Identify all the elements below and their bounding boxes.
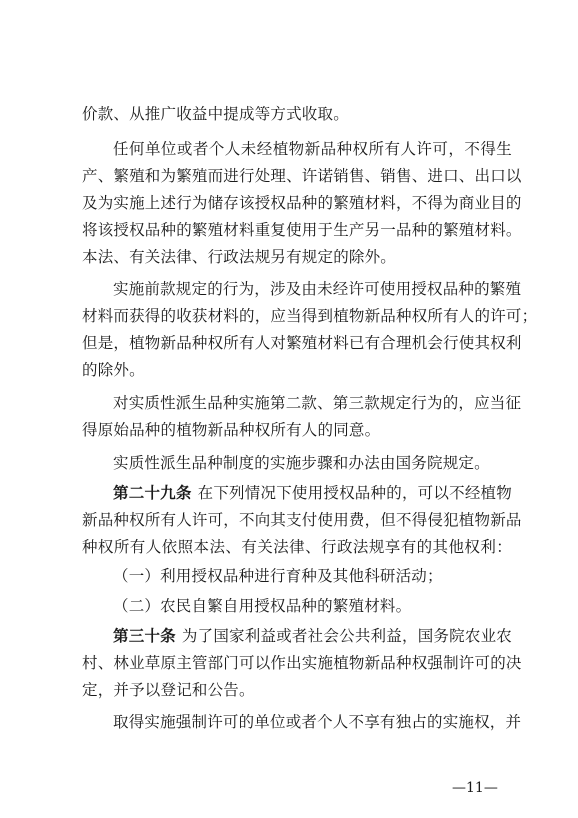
text-line: 新品种权所有人许可，不向其支付使用费，但不得侵犯植物新品: [82, 511, 522, 529]
text-line: 任何单位或者个人未经植物新品种权所有人许可，不得生: [113, 140, 512, 158]
article-label: 第二十九条: [113, 484, 192, 502]
text-line: 取得实施强制许可的单位或者个人不享有独占的实施权，并: [113, 713, 522, 731]
text-line: 将该授权品种的繁殖材料重复使用于生产另一品种的繁殖材料。: [82, 221, 522, 239]
text-line: 的除外。: [82, 361, 145, 379]
text-line: 村、林业草原主管部门可以作出实施植物新品种权强制许可的决: [82, 654, 522, 672]
text-line: 对实质性派生品种实施第二款、第三款规定行为的，应当征: [113, 394, 522, 412]
text-line: 本法、有关法律、行政法规另有规定的除外。: [82, 248, 397, 266]
page-number: —11—: [452, 780, 498, 796]
text-line: 定，并予以登记和公告。: [82, 681, 255, 699]
article-30-heading: 第三十条 为了国家利益或者社会公共利益，国务院农业农: [113, 627, 512, 645]
text-line: 但是，植物新品种权所有人对繁殖材料已有合理机会行使其权利: [82, 334, 522, 352]
text-line: 材料而获得的收获材料的，应当得到植物新品种权所有人的许可；: [82, 307, 538, 325]
list-item: （二）农民自繁自用授权品种的繁殖材料。: [113, 597, 412, 615]
text-line: 实施前款规定的行为，涉及由未经许可使用授权品种的繁殖: [113, 280, 522, 298]
article-29-heading: 第二十九条 在下列情况下使用授权品种的，可以不经植物: [113, 484, 512, 502]
text-line: 得原始品种的植物新品种权所有人的同意。: [82, 421, 381, 439]
list-item: （一）利用授权品种进行育种及其他科研活动；: [113, 567, 443, 585]
text-line: 产、繁殖和为繁殖而进行处理、许诺销售、销售、进口、出口以: [82, 167, 522, 185]
text-line: 及为实施上述行为储存该授权品种的繁殖材料，不得为商业目的: [82, 194, 522, 212]
article-label: 第三十条: [113, 627, 176, 645]
text-line: 实质性派生品种制度的实施步骤和办法由国务院规定。: [113, 454, 490, 472]
text-line: 价款、从推广收益中提成等方式收取。: [82, 105, 349, 123]
text-line: 种权所有人依照本法、有关法律、行政法规享有的其他权利：: [82, 538, 512, 556]
